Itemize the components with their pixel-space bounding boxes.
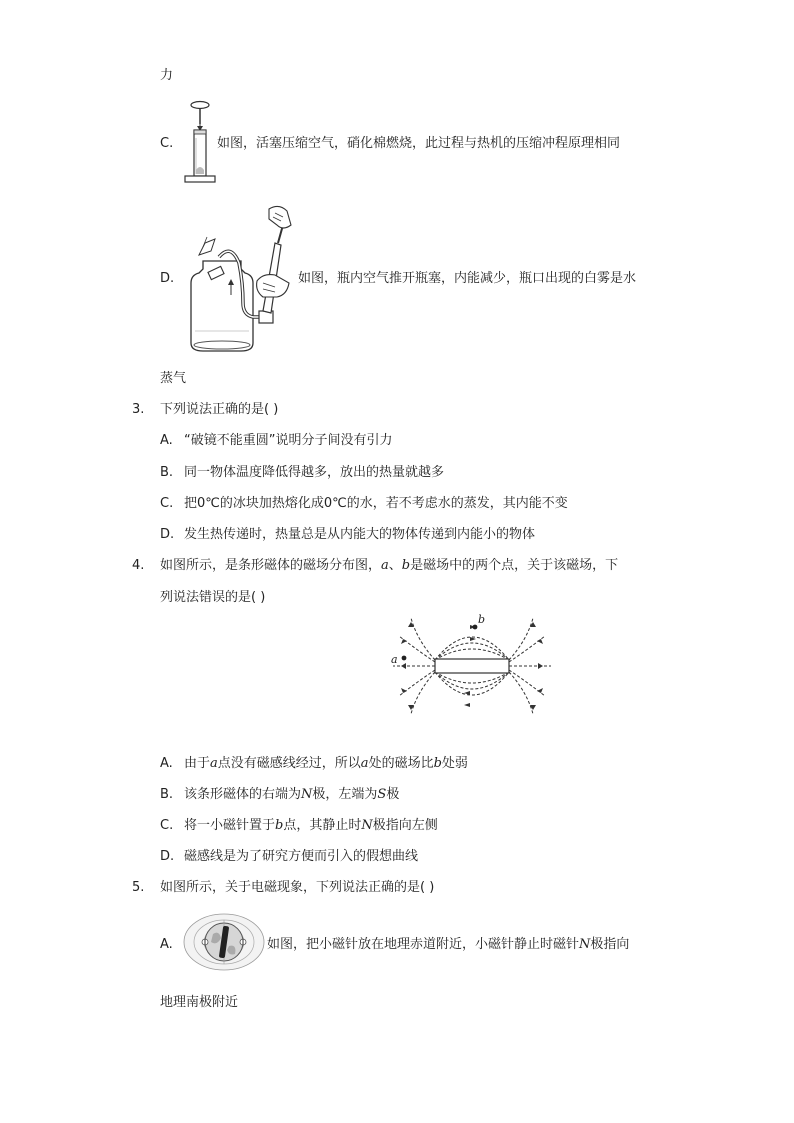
option-text: 该条形磁体的右端为N极，左端为S极 bbox=[184, 787, 400, 802]
option-text: 同一物体温度降低得越多，放出的热量就越多 bbox=[184, 465, 445, 480]
option-label: A. bbox=[160, 756, 173, 771]
option-label: B. bbox=[160, 465, 174, 480]
option-label: C. bbox=[160, 818, 174, 833]
option-label: A. bbox=[160, 433, 173, 448]
option-text: 将一小磁针置于b点，其静止时N极指向左侧 bbox=[184, 818, 438, 833]
option-text: 如图，瓶内空气推开瓶塞，内能减少，瓶口出现的白雾是水 bbox=[298, 271, 637, 286]
option-text: 发生热传递时，热量总是从内能大的物体传递到内能小的物体 bbox=[184, 527, 536, 542]
option-label: C. bbox=[160, 496, 174, 511]
question-number: 4. bbox=[132, 558, 145, 573]
option-text-tail: 地理南极附近 bbox=[160, 995, 239, 1010]
option-label: D. bbox=[160, 527, 175, 542]
option-text: 由于a点没有磁感线经过，所以a处的磁场比b处弱 bbox=[184, 756, 468, 771]
option-text: 如图，把小磁针放在地理赤道附近，小磁针静止时磁针N极指向 bbox=[267, 937, 630, 952]
prev-question-tail: 力 bbox=[160, 68, 174, 83]
point-b-label: b bbox=[478, 613, 486, 626]
option-text: 磁感线是为了研究方便而引入的假想曲线 bbox=[184, 849, 419, 864]
question-number: 5. bbox=[132, 880, 145, 895]
option-text-tail: 蒸气 bbox=[160, 371, 187, 386]
question-stem: 如图所示，是条形磁体的磁场分布图，a、b是磁场中的两个点，关于该磁场，下 bbox=[160, 558, 619, 573]
option-label: B. bbox=[160, 787, 174, 802]
option-text: 如图，活塞压缩空气，硝化棉燃烧，此过程与热机的压缩冲程原理相同 bbox=[217, 136, 621, 151]
question-stem-cont: 列说法错误的是( ) bbox=[160, 590, 266, 605]
question-stem: 下列说法正确的是( ) bbox=[160, 402, 279, 417]
question-number: 3. bbox=[132, 402, 145, 417]
air-pump-figure bbox=[182, 100, 218, 186]
point-a-label: a bbox=[391, 653, 398, 666]
option-label: A. bbox=[160, 937, 173, 952]
bar-magnet-field-figure bbox=[387, 610, 557, 720]
option-text: “破镜不能重圆”说明分子间没有引力 bbox=[184, 433, 393, 448]
bottle-pump-figure bbox=[183, 203, 295, 359]
option-text: 把0℃的冰块加热熔化成0℃的水，若不考虑水的蒸发，其内能不变 bbox=[184, 496, 568, 511]
option-label: C. bbox=[160, 136, 174, 151]
question-stem: 如图所示，关于电磁现象，下列说法正确的是( ) bbox=[160, 880, 435, 895]
option-label: D. bbox=[160, 271, 175, 286]
earth-compass-figure bbox=[183, 912, 265, 972]
option-label: D. bbox=[160, 849, 175, 864]
